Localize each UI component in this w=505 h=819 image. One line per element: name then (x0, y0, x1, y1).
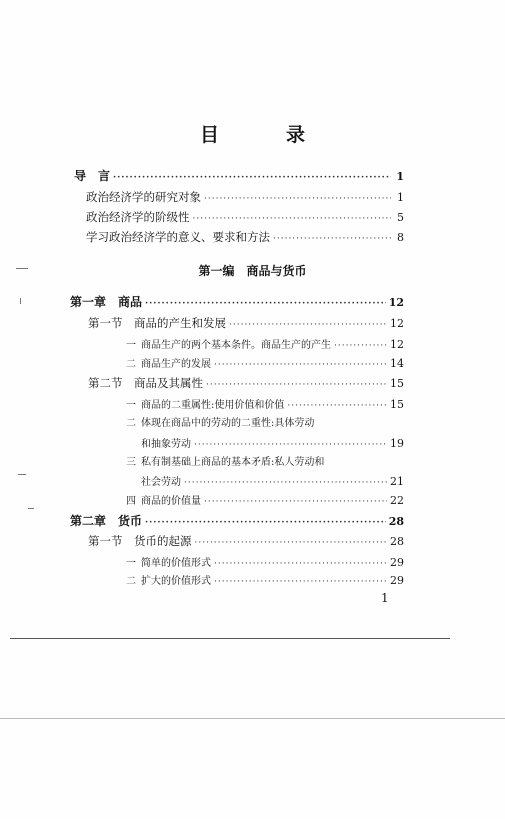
dot-leader (204, 195, 391, 204)
toc-page-number: 15 (390, 398, 404, 411)
toc-page-number: 12 (390, 317, 404, 330)
dot-leader (204, 498, 387, 507)
dot-leader (145, 519, 386, 528)
part-heading: 第一编 商品与货币 (198, 264, 307, 278)
toc-page-number: 14 (390, 357, 404, 370)
toc-label: 第一节 商品的产生和发展 (88, 316, 226, 330)
toc-label: 社会劳动 (141, 477, 181, 488)
toc-item-continuation[interactable] (141, 438, 404, 450)
toc-entry[interactable] (86, 232, 404, 244)
page-edge-line (0, 718, 505, 719)
toc-label: 扩大的价值形式 (141, 576, 211, 587)
toc-page-number: 28 (390, 535, 404, 548)
dot-leader (194, 441, 387, 450)
item-number: 四 (126, 496, 136, 507)
item-number: 一 (126, 558, 136, 569)
toc-page-number: 1 (396, 170, 404, 183)
toc-page-number: 22 (390, 494, 404, 507)
toc-label: 第一节 货币的起源 (88, 534, 192, 548)
item-number: 三 (126, 457, 136, 468)
toc-item-line[interactable] (121, 419, 314, 429)
dot-leader (184, 479, 387, 488)
toc-page-number: 29 (390, 556, 404, 569)
dot-leader (145, 300, 386, 309)
toc-label: 第二章 货币 (70, 514, 143, 528)
toc-label: 学习政治经济学的意义、要求和方法 (86, 230, 270, 244)
toc-label: 政治经济学的阶级性 (86, 210, 190, 224)
item-number: 二 (126, 418, 136, 429)
toc-label: 体现在商品中的劳动的二重性:具体劳动 (141, 418, 315, 429)
dot-leader (334, 342, 387, 351)
toc-label: 第一章 商品 (70, 295, 143, 309)
dot-leader (287, 402, 387, 411)
toc-item-continuation[interactable] (141, 476, 404, 488)
page-number: 1 (381, 591, 389, 605)
toc-page-number: 28 (388, 515, 404, 528)
item-number: 一 (126, 400, 136, 411)
toc-label: 商品的价值量 (141, 496, 201, 507)
dot-leader (273, 235, 391, 244)
dot-leader (214, 560, 387, 569)
toc-page-number: 8 (397, 231, 404, 244)
toc-label: 导 言 (74, 169, 111, 183)
toc-label: 商品的二重属性:使用价值和价值 (141, 400, 285, 411)
toc-item[interactable] (121, 339, 404, 351)
toc-label: 私有制基础上商品的基本矛盾:私人劳动和 (141, 457, 325, 468)
dot-leader (214, 361, 387, 370)
toc-section[interactable] (88, 536, 404, 548)
dot-leader (193, 215, 392, 224)
item-number: 二 (126, 576, 136, 587)
dot-leader (214, 578, 387, 587)
dot-leader (113, 174, 391, 183)
toc-label: 商品生产的发展 (141, 359, 211, 370)
toc-page-number: 12 (388, 296, 404, 309)
dot-leader (206, 381, 387, 390)
toc-label: 第二节 商品及其属性 (88, 376, 203, 390)
page-title: 目 录 (199, 124, 329, 146)
toc-item[interactable] (121, 399, 404, 411)
toc-item[interactable] (121, 557, 404, 569)
toc-page-number: 12 (390, 338, 404, 351)
toc-label: 简单的价值形式 (141, 558, 211, 569)
toc-item[interactable] (121, 358, 404, 370)
bottom-rule (10, 638, 450, 639)
scan-mark (20, 298, 21, 304)
toc-item[interactable] (121, 495, 404, 507)
dot-leader (229, 321, 387, 330)
toc-label: 商品生产的两个基本条件。商品生产的产生 (141, 340, 331, 351)
item-number: 二 (126, 359, 136, 370)
toc-item-line[interactable] (121, 458, 324, 468)
scan-mark (16, 268, 28, 269)
toc-section[interactable] (88, 378, 404, 390)
toc-entry[interactable] (86, 212, 404, 224)
toc-item[interactable] (121, 575, 404, 587)
scan-mark (28, 508, 34, 509)
toc-chapter[interactable] (70, 296, 404, 309)
scan-mark (18, 474, 26, 475)
toc-page-number: 1 (397, 191, 404, 204)
dot-leader (195, 539, 388, 548)
toc-entry[interactable] (86, 192, 404, 204)
item-number: 一 (126, 340, 136, 351)
toc-label: 政治经济学的研究对象 (86, 190, 201, 204)
toc-page-number: 19 (390, 437, 404, 450)
toc-intro-heading[interactable] (74, 170, 404, 183)
toc-section[interactable] (88, 318, 404, 330)
toc-page-number: 5 (397, 211, 404, 224)
toc-page-number: 29 (390, 574, 404, 587)
toc-chapter[interactable] (70, 515, 404, 528)
toc-label: 和抽象劳动 (141, 439, 191, 450)
toc-page-number: 15 (390, 377, 404, 390)
toc-page-number: 21 (390, 475, 404, 488)
